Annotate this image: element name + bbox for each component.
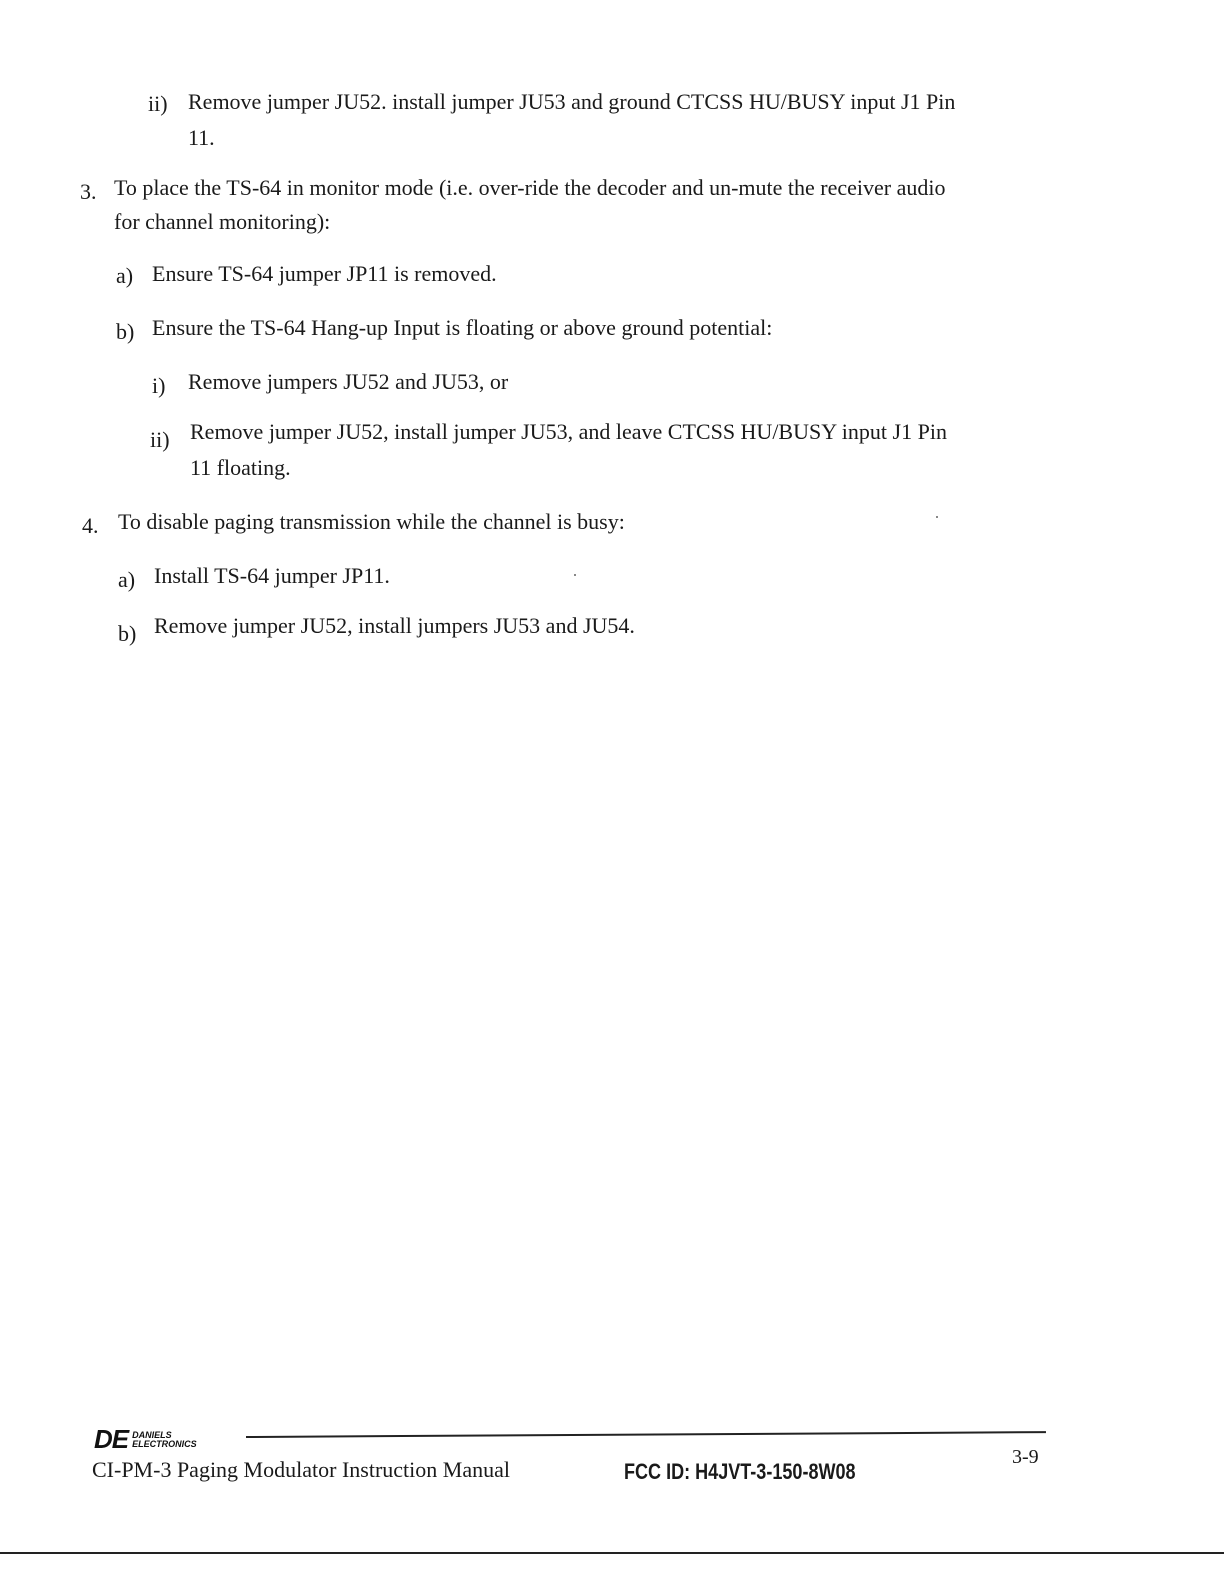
list-marker: ii) <box>150 427 170 452</box>
paragraph-line: Ensure TS-64 jumper JP11 is removed. <box>152 261 497 286</box>
fcc-id: FCC ID: H4JVT-3-150-8W08 <box>624 1459 856 1484</box>
manual-title: CI-PM-3 Paging Modulator Instruction Manual <box>92 1457 510 1482</box>
list-marker: b) <box>116 319 135 344</box>
paragraph-line: Remove jumper JU52, install jumpers JU53 and JU54. <box>154 613 635 638</box>
paragraph-line: Remove jumpers JU52 and JU53, or <box>188 369 509 394</box>
paragraph-line: To place the TS-64 in monitor mode (i.e. over-ride the decoder and un-mute the receiver audio <box>114 175 946 200</box>
paragraph-line: 11 floating. <box>190 455 291 480</box>
logo-line-2: ELECTRONICS <box>132 1438 197 1449</box>
paragraph-line: 11. <box>188 125 215 150</box>
paragraph-line: To disable paging transmission while the channel is busy: <box>118 509 625 534</box>
list-marker: i) <box>152 373 166 398</box>
scan-speck <box>936 516 938 518</box>
logo-mark: DE <box>94 1424 129 1454</box>
list-marker: a) <box>118 567 136 592</box>
list-marker: ii) <box>148 91 168 116</box>
list-marker: a) <box>116 263 134 288</box>
list-marker: 4. <box>82 513 99 538</box>
logo-wordmark <box>132 1431 197 1449</box>
logo-line-1: DANIELS <box>132 1429 172 1440</box>
paragraph-line: Install TS-64 jumper JP11. <box>154 563 390 588</box>
paragraph-line: Remove jumper JU52. install jumper JU53 and ground CTCSS HU/BUSY input J1 Pin <box>188 89 956 114</box>
paragraph-line: Remove jumper JU52, install jumper JU53, and leave CTCSS HU/BUSY input J1 Pin <box>190 419 947 444</box>
paragraph-line: for channel monitoring): <box>114 209 331 234</box>
company-logo <box>94 1424 197 1455</box>
paragraph-line: Ensure the TS-64 Hang-up Input is floating or above ground potential: <box>152 315 773 340</box>
scan-speck <box>574 574 576 576</box>
list-marker: b) <box>118 621 137 646</box>
page-number: 3-9 <box>1012 1446 1039 1468</box>
footer-rule <box>246 1431 1046 1438</box>
page-edge-rule <box>0 1552 1224 1554</box>
list-marker: 3. <box>80 179 97 204</box>
